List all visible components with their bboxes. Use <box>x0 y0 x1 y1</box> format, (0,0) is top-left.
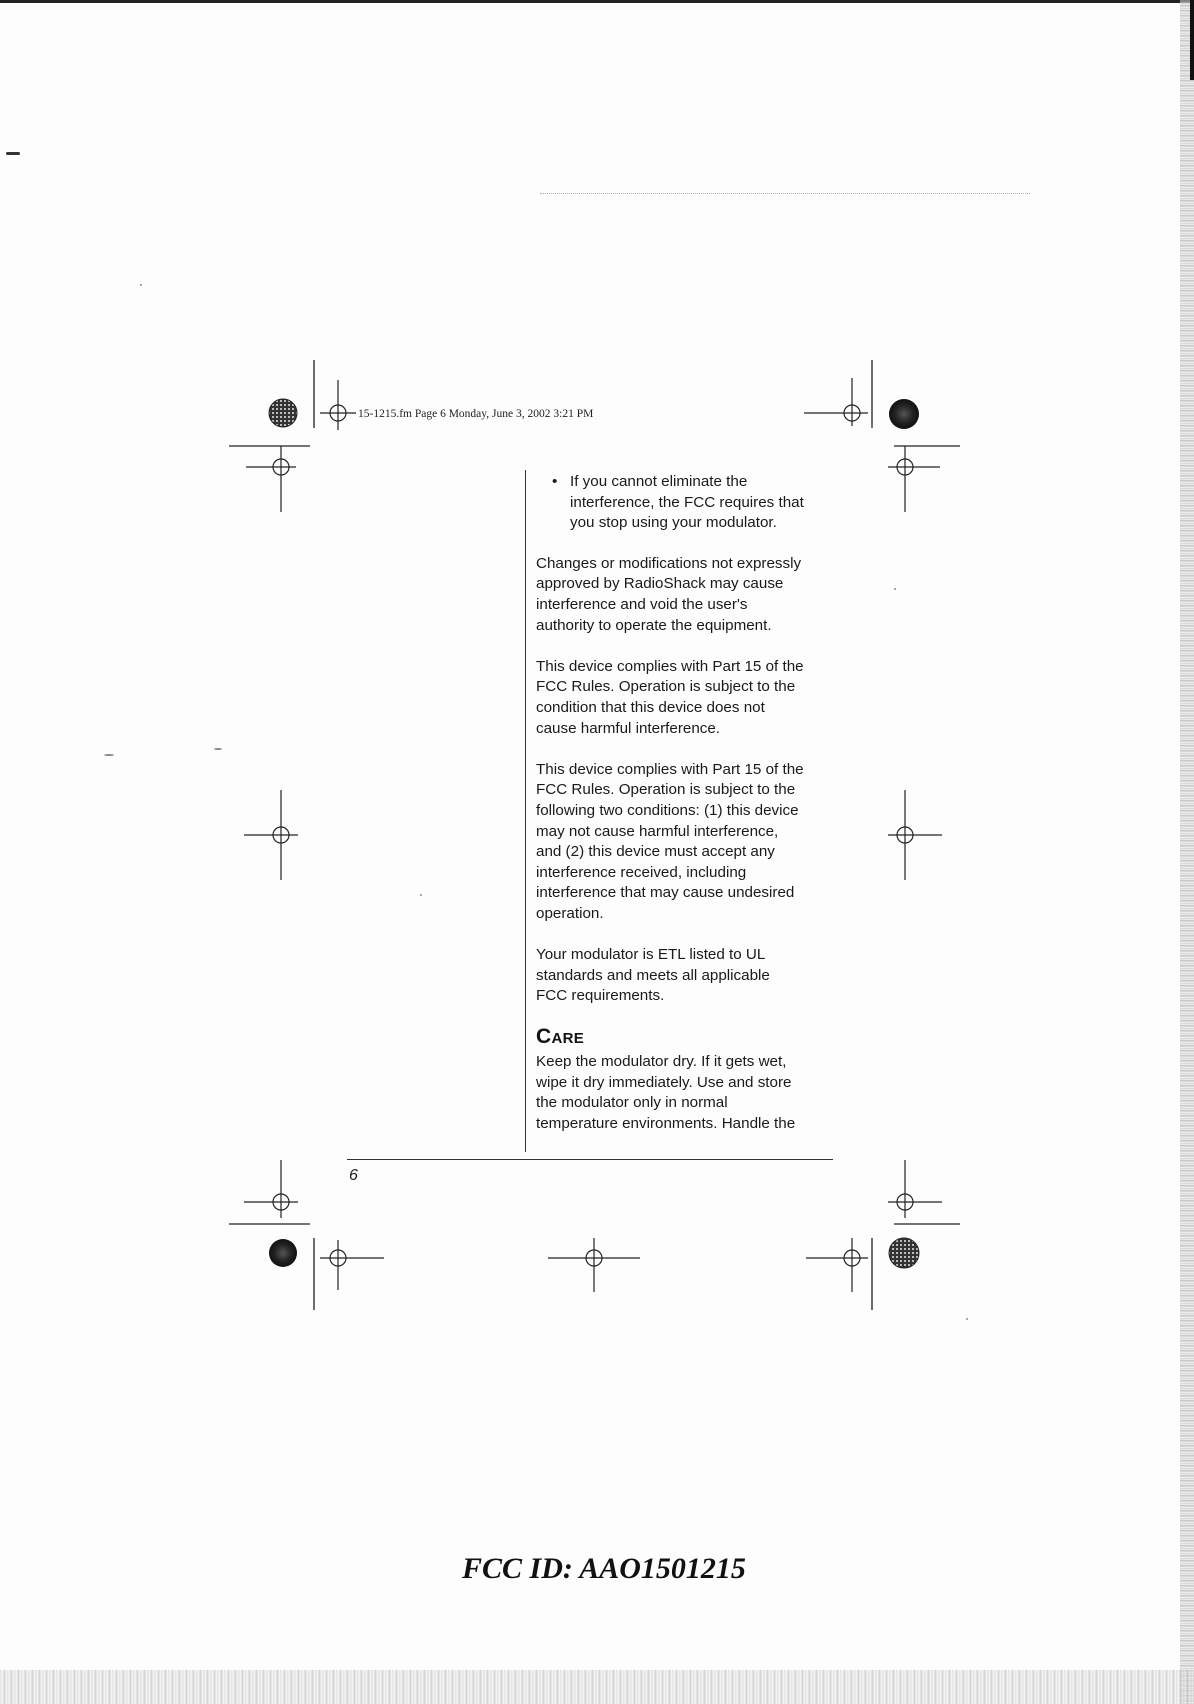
section-heading-care <box>536 1027 836 1048</box>
color-bar-dot-top-right <box>889 399 919 429</box>
paragraph-line: operation. <box>536 904 604 922</box>
fcc-id-label: FCC ID: AAO1501215 <box>462 1552 746 1585</box>
color-bar-rosette-bottom-right <box>889 1238 919 1268</box>
paragraph-line: FCC requirements. <box>536 987 665 1005</box>
color-bar-dot-bottom-left <box>269 1239 297 1267</box>
bullet-line: If you cannot eliminate the <box>570 473 748 490</box>
bullet-marker: • <box>552 473 558 490</box>
paragraph-line: interference that may cause undesired <box>536 884 795 902</box>
footer-rule <box>347 1159 833 1160</box>
care-paragraph <box>536 1052 836 1134</box>
paragraph-etl-listing <box>536 945 836 1007</box>
paragraph-part15-condition <box>536 657 836 739</box>
paragraph-line: This device complies with Part 15 of the <box>536 760 804 778</box>
paragraph-line: temperature environments. Handle the <box>536 1114 796 1132</box>
heading-initial: C <box>536 1025 552 1049</box>
paragraph-line: Changes or modifications not expressly <box>536 554 802 572</box>
paragraph-line: interference received, including <box>536 863 747 881</box>
bullet-line: interference, the FCC requires that <box>570 493 804 511</box>
paragraph-line: FCC Rules. Operation is subject to the <box>536 678 796 696</box>
crop-lines-top <box>229 360 960 446</box>
text-column <box>536 472 836 1134</box>
bullet-item <box>536 472 836 534</box>
bullet-line: you stop using your modulator. <box>570 514 777 532</box>
column-divider <box>525 470 526 1152</box>
paragraph-line: standards and meets all applicable <box>536 966 770 984</box>
paragraph-line: interference and void the user's <box>536 595 748 613</box>
paragraph-line: Keep the modulator dry. If it gets wet, <box>536 1053 787 1071</box>
heading-rest: are <box>551 1025 585 1049</box>
paragraph-part15-two-conditions <box>536 760 836 925</box>
paragraph-line: and (2) this device must accept any <box>536 843 775 861</box>
paragraph-line: cause harmful interference. <box>536 719 721 737</box>
paragraph-line: following two conditions: (1) this device <box>536 801 799 819</box>
paragraph-line: FCC Rules. Operation is subject to the <box>536 781 796 799</box>
paragraph-line: approved by RadioShack may cause <box>536 575 784 593</box>
paragraph-line: the modulator only in normal <box>536 1094 728 1112</box>
page-number: 6 <box>349 1167 358 1184</box>
paragraph-line: wipe it dry immediately. Use and store <box>536 1073 792 1091</box>
paragraph-line: This device complies with Part 15 of the <box>536 657 804 675</box>
color-bar-rosette-top-left <box>269 399 297 427</box>
paragraph-line: authority to operate the equipment. <box>536 616 772 634</box>
paragraph-line: Your modulator is ETL listed to UL <box>536 946 766 964</box>
file-slug-header: 15-1215.fm Page 6 Monday, June 3, 2002 3:21 PM <box>358 408 594 420</box>
paragraph-line: may not cause harmful interference, <box>536 822 779 840</box>
paragraph-line: condition that this device does not <box>536 698 765 716</box>
paragraph-modifications <box>536 554 836 636</box>
